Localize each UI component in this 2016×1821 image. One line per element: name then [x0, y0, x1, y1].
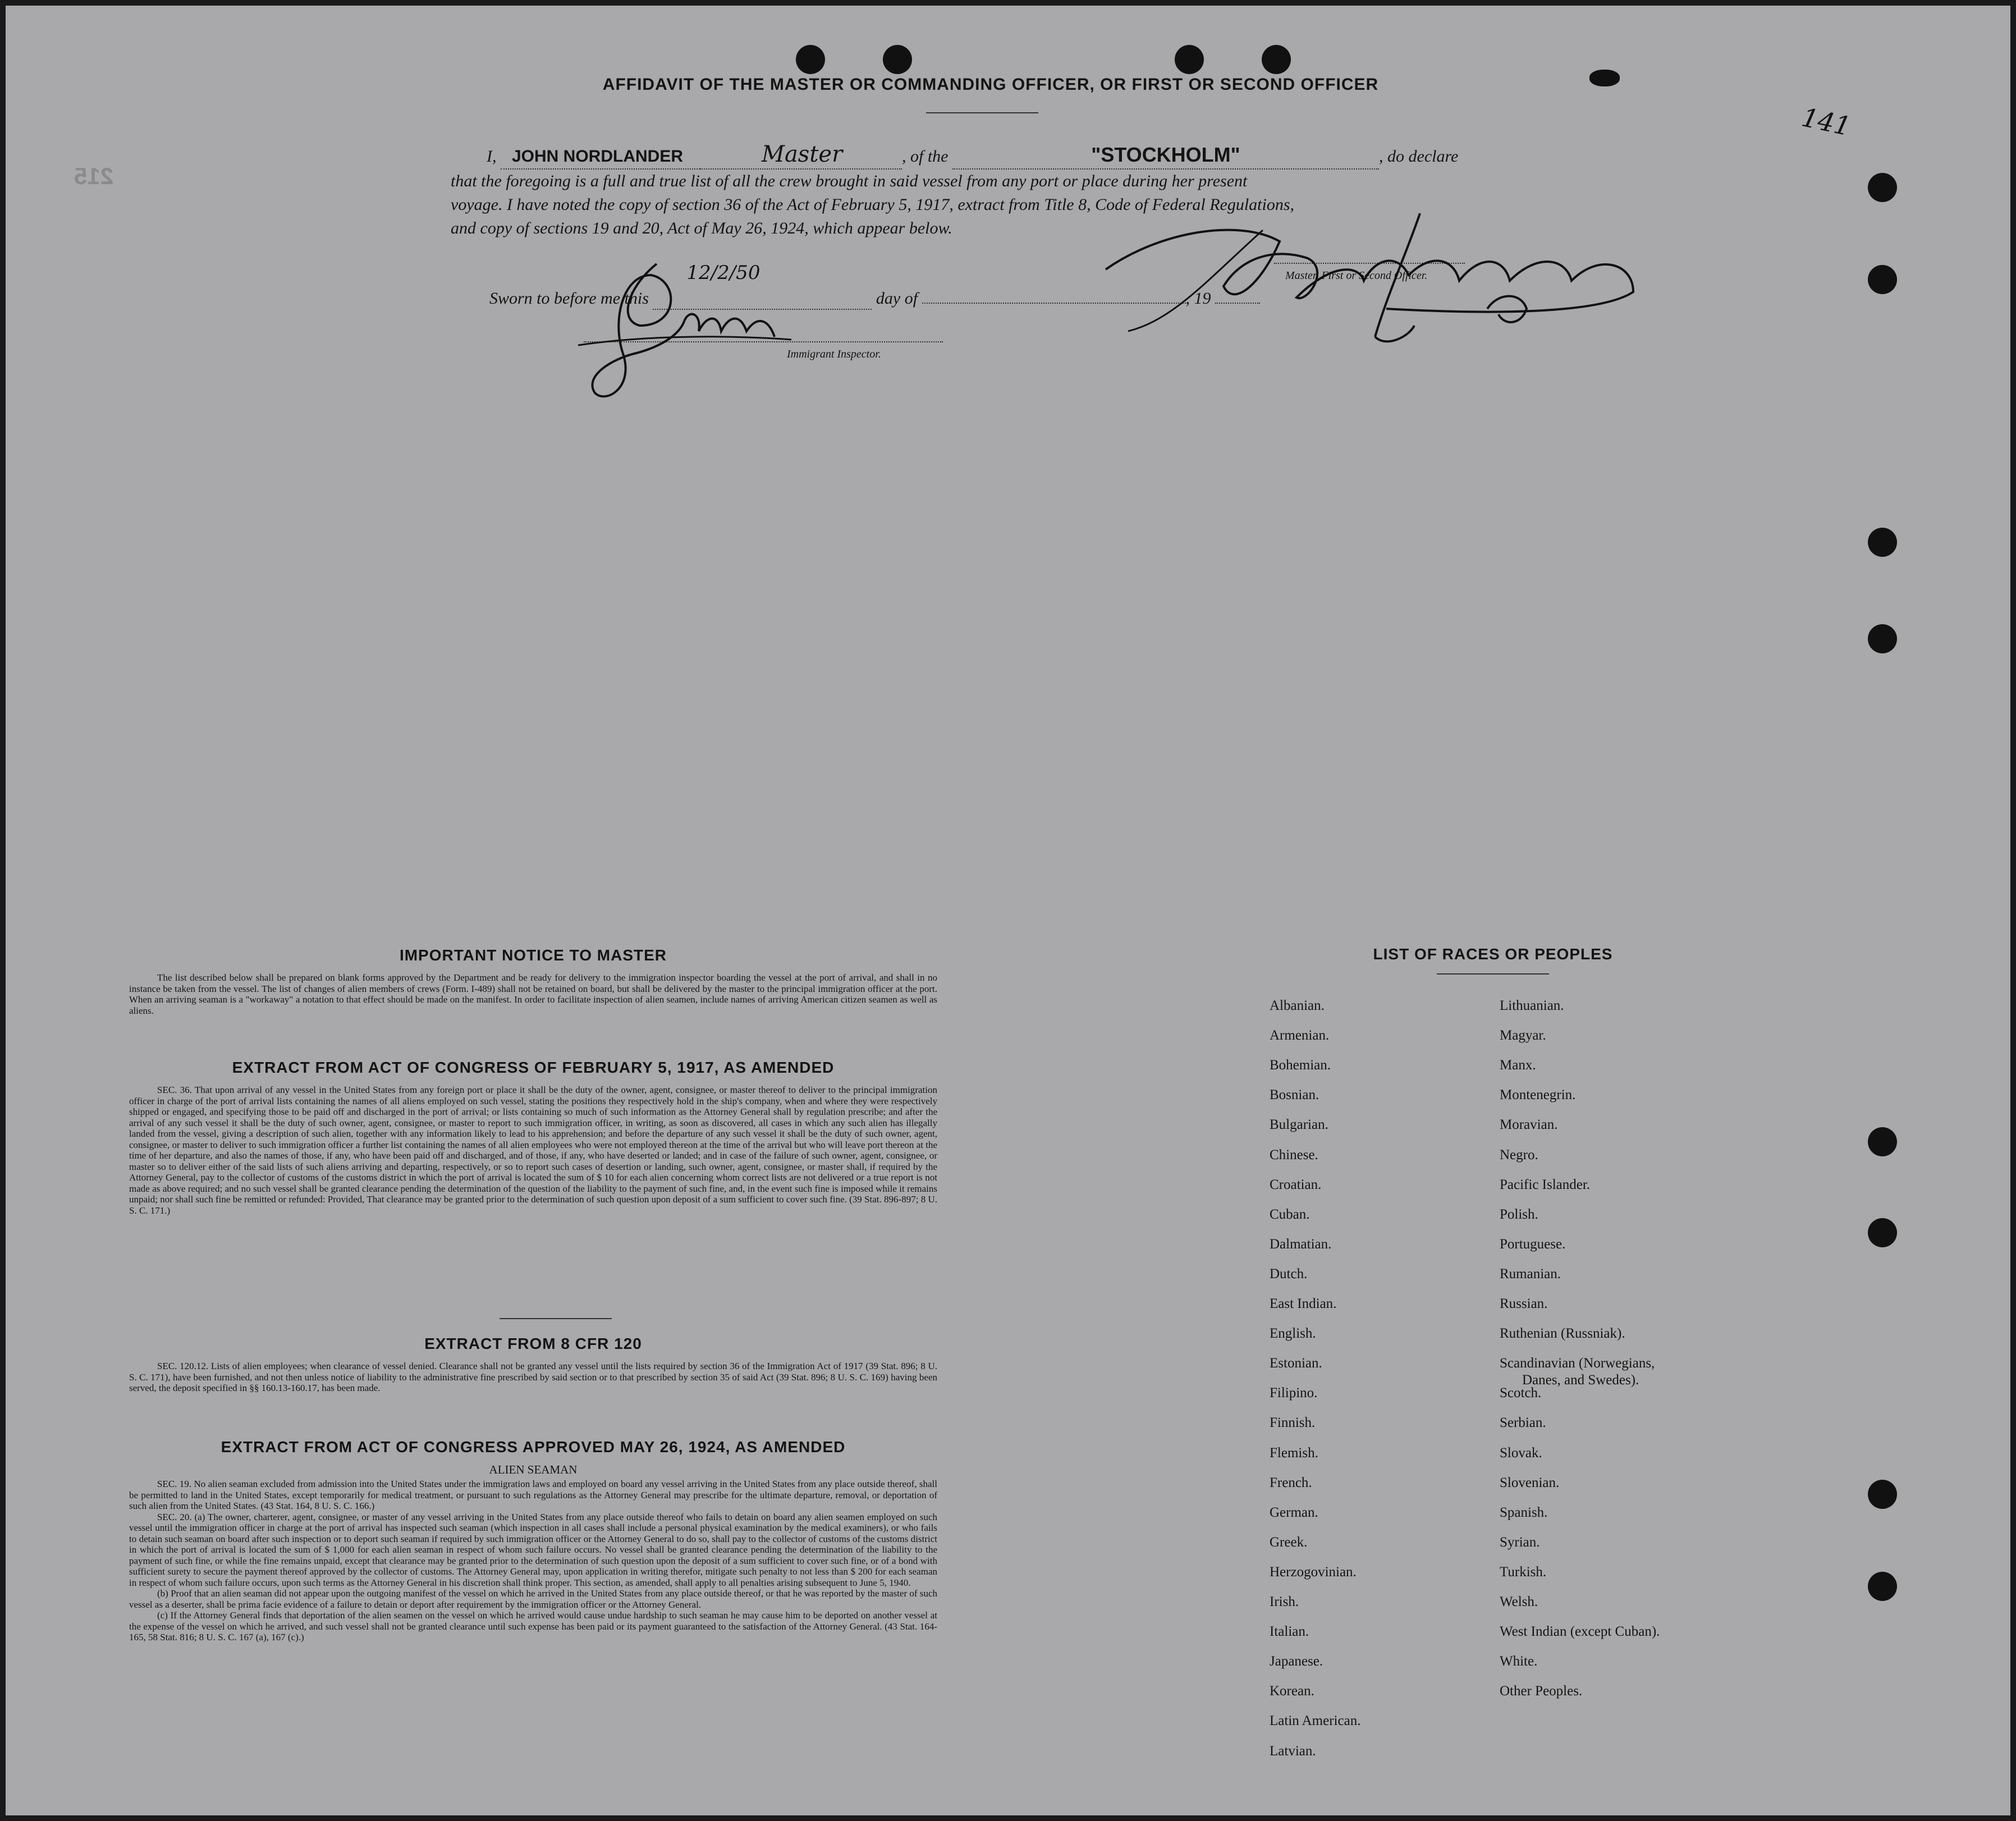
year-label: , 19 [1185, 289, 1211, 308]
race-item: Welsh. [1500, 1594, 1538, 1609]
punch-hole [1262, 45, 1291, 74]
race-item: Lithuanian. [1500, 998, 1564, 1013]
race-item: Bohemian. [1270, 1058, 1331, 1073]
alien-seaman-subtitle: ALIEN SEAMAN [489, 1463, 578, 1476]
race-item: Irish. [1270, 1594, 1299, 1609]
sec19-text: SEC. 19. No alien seaman excluded from admission into the United States under the immigration laws and employed on board any vessel arriving in the United States from any place outside thereof, shall be permitted to land in the United States, except temporarily for medical treatment, or pursuant to such regulations as the Attorney General may prescribe for the ultimate departure, removal, or deportation of such alien from the United States. (43 Stat. 164, 8 U. S. C. 166.) [129, 1479, 937, 1511]
race-item: Greek. [1270, 1534, 1308, 1550]
i-label: I, [487, 147, 497, 166]
race-item: Latin American. [1270, 1713, 1361, 1729]
extract-cfr-body: SEC. 120.12. Lists of alien employees; when clearance of vessel denied. Clearance shall not be granted any vessel until the lists required by section 36 of the Immigration Act of 1917 (39 Stat. 896; 8 U. S. C. 171), have been furnished, and not then unless notice of liability to the administrative fine prescribed by said section or to that prescribed by section 35 of said Act (39 Stat. 896; 8 U. S. C. 169) having been served, the deposit specified in §§ 160.13-160.17, has been made. [129, 1361, 937, 1393]
race-item: West Indian (except Cuban). [1500, 1624, 1660, 1640]
sec20c-text: (c) If the Attorney General finds that deportation of the alien seamen on the vessel on which he arrived would cause undue hardship to such seaman he may cause him to be deported on another vessel at the expense of the vessel on which he arrived, and such vessel shall not be granted clearance until such expense has been paid or its payment guaranteed to the satisfaction of the Attorney General. (43 Stat. 164-165, 58 Stat. 816; 8 U. S. C. 167 (a), 167 (c).) [129, 1610, 937, 1642]
race-item: Turkish. [1500, 1564, 1547, 1580]
race-item: Russian. [1500, 1296, 1548, 1311]
punch-hole [796, 45, 825, 74]
race-item: English. [1270, 1326, 1316, 1342]
race-item: Danes, and Swedes). [1522, 1372, 1639, 1388]
extract-1917-title: EXTRACT FROM ACT OF CONGRESS OF FEBRUARY 5, 1917, AS AMENDED [232, 1059, 835, 1076]
race-item: Manx. [1500, 1058, 1536, 1073]
affidavit-line-4: and copy of sections 19 and 20, Act of May 26, 1924, which appear below. [451, 219, 952, 237]
race-item: Slovenian. [1500, 1475, 1560, 1490]
master-signature [1094, 196, 1678, 354]
punch-hole [1868, 1480, 1897, 1509]
race-item: French. [1270, 1475, 1312, 1490]
race-item: Other Peoples. [1500, 1683, 1583, 1699]
race-item: East Indian. [1270, 1296, 1337, 1311]
race-item: Portuguese. [1500, 1236, 1566, 1252]
margin-mark: 141 [1799, 102, 1854, 142]
master-caption: Master, First or Second Officer. [1285, 269, 1428, 282]
day-of-label: day of [876, 289, 918, 308]
race-item: Filipino. [1270, 1385, 1318, 1401]
race-item: Polish. [1500, 1206, 1538, 1222]
notice-body: The list described below shall be prepared on blank forms approved by the Department and be ready for delivery to the immigration inspector boarding the vessel at the port of arrival, and shall in no instance be taken from the vessel. The list of changes of alien members of crews (Form. I-489) shall not be retained on board, but shall be delivered by the master to the principal immigration officer at the port. When an arriving seaman is a "workaway" a notation to that effect should be made on the manifest. In order to facilitate inspection of alien seamen, include names of arriving American citizen seamen as well as aliens. [129, 972, 937, 1016]
race-item: Latvian. [1270, 1743, 1316, 1759]
race-item: Italian. [1270, 1624, 1309, 1640]
sworn-label: Sworn to before me this [489, 289, 649, 308]
rank: Master [762, 141, 843, 167]
punch-hole [1868, 173, 1897, 202]
extract-1917-body: SEC. 36. That upon arrival of any vessel in the United States from any foreign port or place it shall be the duty of the owner, agent, consignee, or master thereof to deliver to the principal immigration officer in charge of the port of arrival lists containing the names of all aliens employed on such vessel, stating the positions they respectively hold in the ship's company, when and where they were respectively shipped or engaged, and specifying those to be paid off and discharged in the port of arrival; or lists containing so much of such information as the Attorney General shall by regulation prescribe; and after the arrival of any such vessel it shall be the duty of such owner, agent, consignee, or master to report to such immigration officer, in writing, as soon as discovered, all cases in which any such alien has illegally landed from the vessel, giving a description of such alien, together with any information likely to lead to his apprehension; and before the departure of any such vessel it shall be the duty of such owner, agent, consignee, or master to deliver to such immigration officer a further list containing the names of all alien employees who were not employed thereon at the time of the arrival but who will leave port thereon at the time of her departure, and also the names of those, if any, who have been paid off and discharged, and of those, if any, who have deserted or landed; and in case of the failure of such owner, agent, consignee, or master so to deliver either of the said lists of such aliens arriving and departing, respectively, or so to report such cases of desertion or landing, such owner, agent, consignee, or master shall, if required by the Attorney General, pay to the collector of customs of the customs district in which the port of arrival is located the sum of $ 10 for each alien concerning whom correct lists are not delivered or a true report is not made as above required; and no such vessel shall be granted clearance pending the determination of the question of the liability to the payment of such fine, and, in the event such fine is imposed while it remains unpaid; nor shall such fine be remitted or refunded: Provided, That clearance may be granted prior to the determination of such question upon deposit of a sum sufficient to cover such fine. (39 Stat. 896-897; 8 U. S. C. 171.) [129, 1085, 937, 1216]
section-divider [500, 1318, 612, 1319]
race-item: Dutch. [1270, 1266, 1308, 1282]
punch-hole [1868, 265, 1897, 294]
extract-1924-title: EXTRACT FROM ACT OF CONGRESS APPROVED MAY 26, 1924, AS AMENDED [221, 1438, 846, 1456]
race-item: Serbian. [1500, 1415, 1546, 1431]
race-item: Armenian. [1270, 1028, 1330, 1044]
affidavit-line-2: that the foregoing is a full and true list of all the crew brought in said vessel from any port or place during her present [451, 172, 1248, 190]
race-item: Estonian. [1270, 1356, 1322, 1371]
race-item: Bulgarian. [1270, 1117, 1328, 1133]
race-item: Cuban. [1270, 1206, 1310, 1222]
race-item: Dalmatian. [1270, 1236, 1332, 1252]
race-item: Scotch. [1500, 1385, 1542, 1401]
punch-hole [1589, 70, 1620, 86]
affidavit-title: AFFIDAVIT OF THE MASTER OR COMMANDING OFFICER, OR FIRST OR SECOND OFFICER [602, 75, 1379, 94]
race-item: Slovak. [1500, 1445, 1542, 1461]
sec20b-text: (b) Proof that an alien seaman did not appear upon the outgoing manifest of the vessel on which he arrived in the United States from any place outside thereof, or that he was reported by the master of such vessel as a deserter, shall be prima facie evidence of a failure to detain or deport after requirement by the immigration officer or the Attorney General. [129, 1588, 937, 1610]
notice-title: IMPORTANT NOTICE TO MASTER [399, 946, 667, 964]
races-title: LIST OF RACES OR PEOPLES [1373, 945, 1613, 963]
extract-cfr-title: EXTRACT FROM 8 CFR 120 [424, 1335, 642, 1352]
do-declare-label: , do declare [1379, 147, 1459, 166]
race-item: Croatian. [1270, 1177, 1322, 1192]
race-item: Japanese. [1270, 1654, 1323, 1669]
race-item: Finnish. [1270, 1415, 1316, 1431]
punch-hole [1175, 45, 1204, 74]
race-item: Montenegrin. [1500, 1087, 1576, 1103]
inspector-signature [567, 241, 803, 410]
race-item: Ruthenian (Russniak). [1500, 1326, 1625, 1342]
race-item: Bosnian. [1270, 1087, 1319, 1103]
sworn-date: 12/2/50 [686, 262, 760, 284]
punch-hole [1868, 528, 1897, 557]
race-item: German. [1270, 1504, 1318, 1520]
of-the-label: , of the [902, 147, 949, 166]
race-item: Moravian. [1500, 1117, 1558, 1133]
punch-hole [883, 45, 912, 74]
race-item: Magyar. [1500, 1028, 1546, 1044]
sec20a-text: SEC. 20. (a) The owner, charterer, agent, consignee, or master of any vessel arriving in the United States from any place outside thereof who fails to detain on board any alien seamen employed on such vessel until the immigration officer in charge at the port of arrival has inspected such seaman (which inspection in all cases shall include a personal physical examination by the medical examiners), or who fails to detain such seaman on board after such inspection or to deport such seaman if required by such immigration officer or the Attorney General to do so, shall pay to the collector of customs of the customs district in which the port of arrival is located the sum of $ 1,000 for each alien seaman in respect of whom such failure occurs. No vessel shall be granted clearance pending the determination of the liability to the payment of such fine, or while the fine remains unpaid, except that clearance may be granted prior to the determination of such question upon the deposit of a sum sufficient to cover such fine, or of a bond with sufficient surety to secure the payment thereof approved by the collector of customs. The Attorney General may, upon application in writing therefor, mitigate such penalty to not less than $ 200 for each seaman in respect of whom such failure occurs, upon such terms as the Attorney General in his discretion shall think proper. This section, as amended, shall apply to all penalties arising subsequent to June 5, 1940. [129, 1511, 937, 1588]
race-item: Korean. [1270, 1683, 1314, 1699]
extract-1924-body [129, 1479, 937, 1643]
affidavit-line-1 [451, 143, 1517, 170]
punch-hole [1868, 1572, 1897, 1601]
race-item: Spanish. [1500, 1504, 1548, 1520]
punch-hole [1868, 1127, 1897, 1156]
punch-hole [1868, 624, 1897, 653]
race-item: Scandinavian (Norwegians, [1500, 1356, 1655, 1371]
vessel-name: "STOCKHOLM" [1091, 143, 1240, 166]
race-item: White. [1500, 1654, 1538, 1669]
race-item: Pacific Islander. [1500, 1177, 1591, 1192]
punch-hole [1868, 1218, 1897, 1247]
race-item: Syrian. [1500, 1534, 1540, 1550]
race-item: Herzogovinian. [1270, 1564, 1357, 1580]
races-title-rule [1437, 973, 1549, 974]
race-item: Negro. [1500, 1147, 1538, 1163]
race-item: Chinese. [1270, 1147, 1318, 1163]
title-rule [926, 112, 1038, 113]
race-item: Albanian. [1270, 998, 1325, 1013]
bleed-through-number: 215 [74, 163, 114, 189]
race-item: Flemish. [1270, 1445, 1318, 1461]
race-item: Rumanian. [1500, 1266, 1561, 1282]
inspector-caption: Immigrant Inspector. [787, 348, 881, 360]
document-page [6, 6, 2010, 1815]
affidavit-line-3: voyage. I have noted the copy of section 36 of the Act of February 5, 1917, extract from Title 8, Code of Federal Regulations, [451, 195, 1295, 214]
master-name: JOHN NORDLANDER [512, 147, 684, 166]
